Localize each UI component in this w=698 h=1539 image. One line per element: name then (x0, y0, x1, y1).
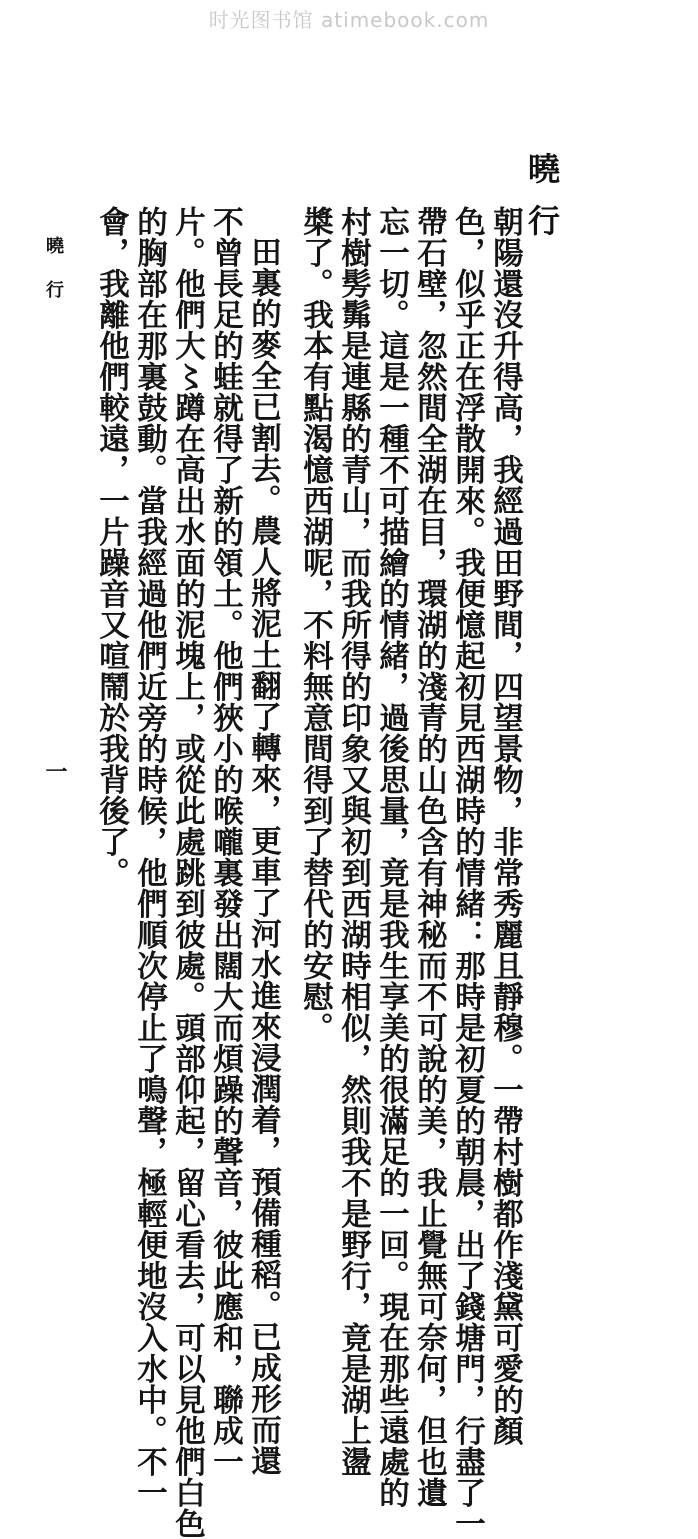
running-head: 曉行 (43, 236, 64, 324)
watermark: 时光图书馆 atimebook.com (208, 8, 490, 32)
text-column-10: 的胸部在那裏鼓動。當我經過他們近旁的時候，他們順次停止了鳴聲，極輕便地沒入水中。不一 (131, 206, 168, 1508)
text-column-7: 田裏的麥全已割去。農人將泥土翻了轉來，更車了河水進來浸潤着，預備種稻。已成形而還 (245, 236, 282, 1476)
text-column-2: 色，似乎正在浮散開來。我便憶起初見西湖時的情緒：那時是初夏的朝晨，出了錢塘門，行盡了一 (449, 206, 486, 1539)
text-column-4: 忘一切。這是一種不可描繪的情緒，過後思量，竟是我生享美的很滿足的一回。現在那些遠處的 (373, 206, 410, 1508)
text-column-6: 槳了。我本有點渴憶西湖呢，不料無意間得到了替代的安慰。 (297, 206, 334, 1043)
page-number: 一 (42, 760, 68, 782)
text-column-9: 片。他們大〻蹲在高出水面的泥塊上，或從此處跳到彼處。頭部仰起，留心看去，可以見他們白色 (169, 206, 206, 1539)
text-column-3: 帶石壁，忽然間全湖在目，環湖的淺青的山色含有神秘而不可說的美，我止覺無可奈何，但也遺 (411, 206, 448, 1508)
text-column-11: 會，我離他們較遠，一片躁音又喧鬧於我背後了。 (93, 206, 130, 888)
page-title: 曉行 (523, 152, 561, 256)
text-column-1: 朝陽還沒升得高，我經過田野間，四望景物，非常秀麗且靜穆。一帶村樹都作淺黛可愛的顏 (487, 206, 524, 1446)
text-column-8: 不曾長足的蛙就得了新的領土。他們狹小的喉嚨裏發出闊大而煩躁的聲音，彼此應和，聯成一 (207, 206, 244, 1477)
text-column-5: 村樹髣髴是連縣的青山，而我所得的印象又與初到西湖時相似，然則我不是野行，竟是湖上盪 (335, 206, 372, 1477)
